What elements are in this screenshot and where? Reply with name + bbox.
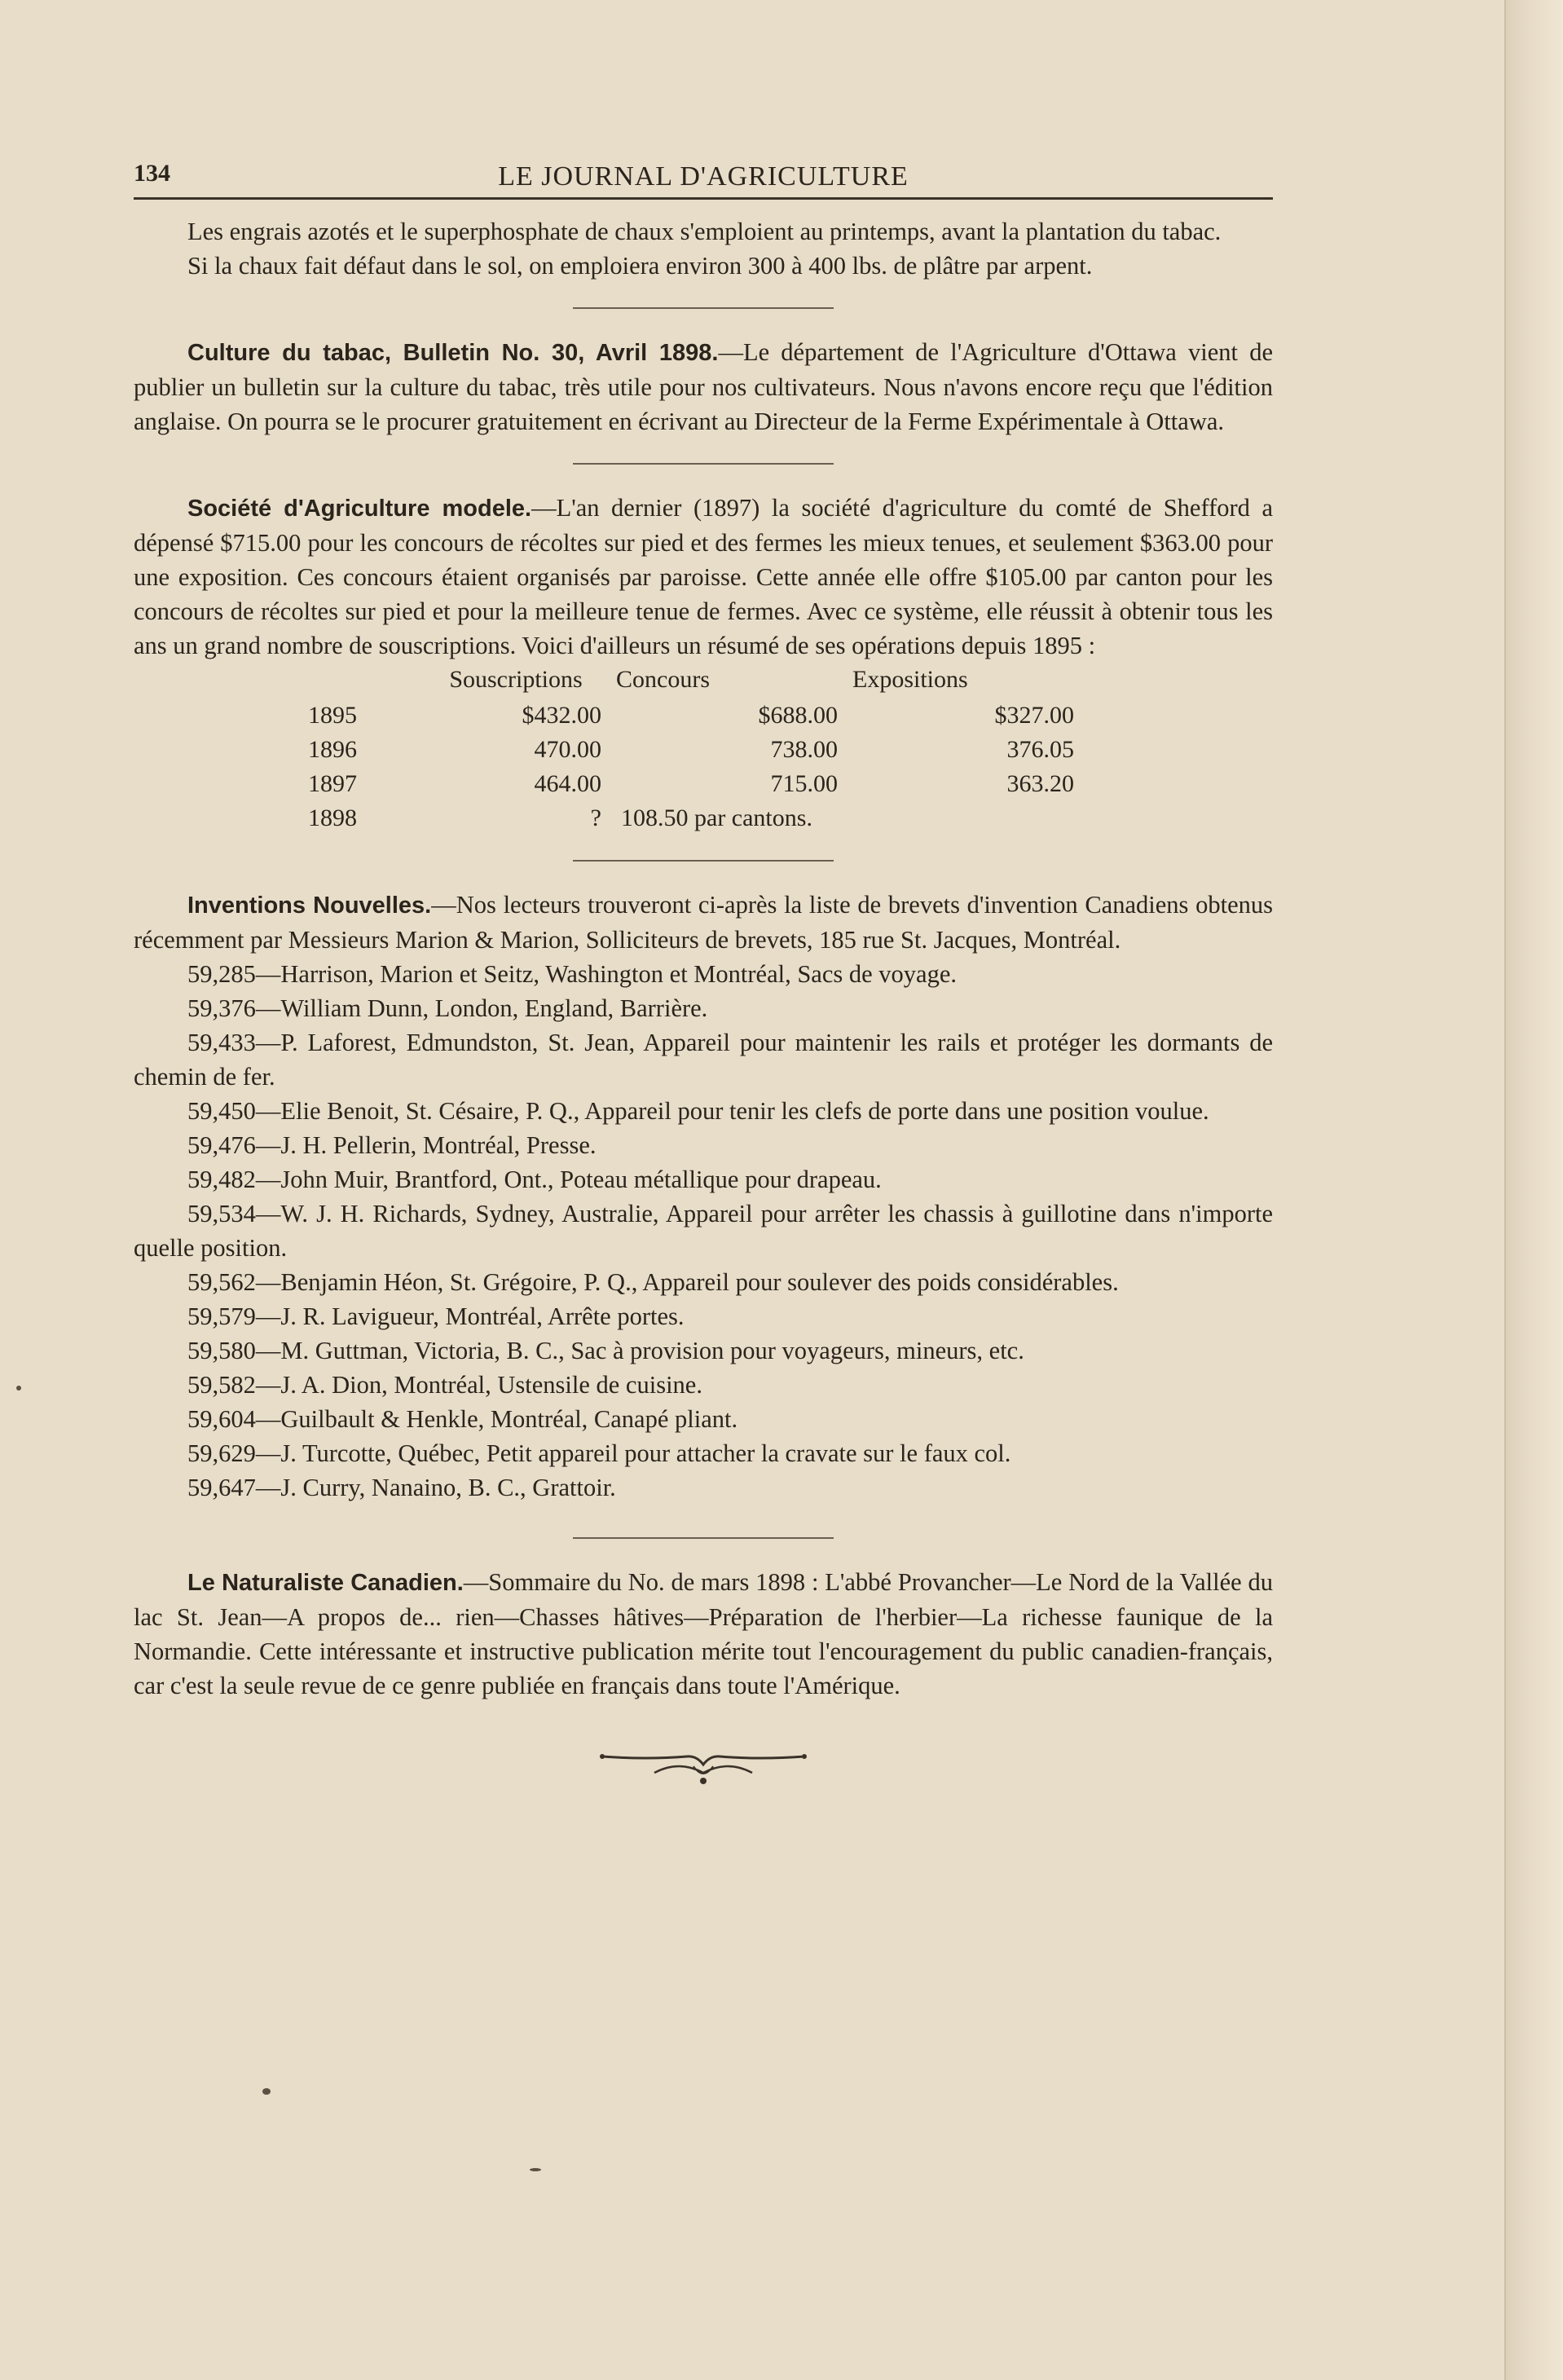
intro-paragraph-2: Si la chaux fait défaut dans le sol, on emploiera environ 300 à 400 lbs. de plâtre par arpent.	[187, 252, 1093, 280]
naturaliste-paragraph	[134, 1565, 1273, 1703]
cell-souscriptions: 470.00	[534, 736, 601, 763]
societe-heading: Société d'Agriculture modele.	[187, 496, 532, 522]
column-header-souscriptions: Souscriptions	[449, 666, 583, 693]
column-header-concours: Concours	[616, 666, 710, 693]
section-divider	[573, 307, 834, 309]
list-item: 59,476—J. H. Pellerin, Montréal, Presse.	[187, 1131, 597, 1159]
cell-expositions: 376.05	[1006, 736, 1074, 763]
tabac-paragraph	[134, 335, 1273, 439]
journal-title: LE JOURNAL D'AGRICULTURE	[498, 161, 909, 192]
ornament-flourish-icon	[597, 1748, 809, 1789]
cell-souscriptions: ?	[590, 804, 601, 831]
naturaliste-text: —Sommaire du No. de mars 1898 : L'abbé Provancher—Le Nord de la Vallée du lac St. Jean—A propos de... rien—Chasses hâtives—Préparation de l'herbier—La richesse faunique de la Normandie. Cette intéressante et instructive publication mérite tout l'encouragement du public canadien-français, car c'est la seule revue de ce genre publiée en français dans toute l'Amérique.	[134, 1568, 1273, 1699]
list-item: 59,285—Harrison, Marion et Seitz, Washington et Montréal, Sacs de voyage.	[187, 960, 957, 988]
cell-concours: 715.00	[770, 770, 838, 797]
list-item: 59,433—P. Laforest, Edmundston, St. Jean, Appareil pour maintenir les rails et protéger les dormants de chemin de fer.	[134, 1029, 1273, 1091]
paper-speck	[262, 2088, 271, 2095]
table-row	[308, 767, 1074, 801]
list-item: 59,582—J. A. Dion, Montréal, Ustensile de cuisine.	[187, 1371, 702, 1399]
cell-concours-1898: 108.50 par cantons.	[621, 804, 812, 831]
section-divider	[573, 1537, 834, 1539]
cell-year: 1898	[308, 804, 357, 831]
cell-expositions: $327.00	[994, 702, 1074, 729]
cell-concours: $688.00	[758, 702, 838, 729]
table-row	[308, 733, 1074, 767]
table-row	[308, 699, 1074, 733]
tabac-text: —Le département de l'Agriculture d'Ottawa vient de publier un bulletin sur la culture du tabac, très utile pour nos cultivateurs. Nous n'avons encore reçu que l'édition anglaise. On pourra se le procurer gratuitement en écrivant au Directeur de la Ferme Expérimentale à Ottawa.	[134, 338, 1273, 435]
table-header-row	[308, 663, 1074, 699]
cell-year: 1895	[308, 702, 357, 729]
list-item: 59,629—J. Turcotte, Québec, Petit appareil pour attacher la cravate sur le faux col.	[187, 1439, 1011, 1467]
section-divider	[573, 463, 834, 465]
page-number: 134	[134, 160, 170, 187]
patent-list	[134, 957, 1273, 1505]
paper-speck	[530, 2168, 541, 2171]
inventions-text: —Nos lecteurs trouveront ci-après la liste de brevets d'invention Canadiens obtenus récemment par Messieurs Marion & Marion, Solliciteurs de brevets, 185 rue St. Jacques, Montréal.	[134, 891, 1273, 954]
cell-expositions: 363.20	[1006, 770, 1074, 797]
page	[134, 155, 1273, 1798]
list-item: 59,534—W. J. H. Richards, Sydney, Australie, Appareil pour arrêter les chassis à guillotine dans n'importe quelle position.	[134, 1200, 1273, 1262]
list-item: 59,482—John Muir, Brantford, Ont., Poteau métallique pour drapeau.	[187, 1166, 882, 1193]
operations-table	[308, 663, 1074, 835]
list-item: 59,562—Benjamin Héon, St. Grégoire, P. Q., Appareil pour soulever des poids considérables.	[187, 1268, 1119, 1296]
paper-speck	[16, 1386, 21, 1391]
running-head	[134, 155, 1273, 200]
list-item: 59,376—William Dunn, London, England, Barrière.	[187, 994, 708, 1022]
list-item: 59,604—Guilbault & Henkle, Montréal, Canapé pliant.	[187, 1405, 738, 1433]
list-item: 59,450—Elie Benoit, St. Césaire, P. Q., Appareil pour tenir les clefs de porte dans une position voulue.	[187, 1097, 1209, 1125]
intro-paragraph-1: Les engrais azotés et le superphosphate de chaux s'emploient au printemps, avant la plantation du tabac.	[187, 218, 1222, 245]
page-edge	[1504, 0, 1563, 2380]
inventions-paragraph	[134, 888, 1273, 957]
list-item: 59,579—J. R. Lavigueur, Montréal, Arrête portes.	[187, 1302, 685, 1330]
tabac-heading: Culture du tabac, Bulletin No. 30, Avril 1898.	[187, 340, 719, 366]
cell-souscriptions: $432.00	[522, 702, 601, 729]
cell-year: 1897	[308, 770, 357, 797]
societe-paragraph	[134, 491, 1273, 663]
end-ornament	[134, 1748, 1273, 1798]
article-body	[134, 214, 1273, 1798]
cell-concours: 738.00	[770, 736, 838, 763]
table-row	[308, 801, 1074, 835]
section-divider	[573, 860, 834, 862]
cell-souscriptions: 464.00	[534, 770, 601, 797]
inventions-heading: Inventions Nouvelles.	[187, 892, 432, 919]
list-item: 59,580—M. Guttman, Victoria, B. C., Sac à provision pour voyageurs, mineurs, etc.	[187, 1337, 1024, 1364]
column-header-expositions: Expositions	[852, 666, 968, 693]
list-item: 59,647—J. Curry, Nanaino, B. C., Grattoir.	[187, 1474, 616, 1501]
societe-text: —L'an dernier (1897) la société d'agriculture du comté de Shefford a dépensé $715.00 pour les concours de récoltes sur pied et des fermes les mieux tenues, et seulement $363.00 pour une exposition. Ces concours étaient organisés par paroisse. Cette année elle offre $105.00 par canton pour les concours de récoltes sur pied et pour la meilleure tenue de fermes. Avec ce système, elle réussit à obtenir tous les ans un grand nombre de souscriptions. Voici d'ailleurs un résumé de ses opérations depuis 1895 :	[134, 494, 1273, 659]
naturaliste-heading: Le Naturaliste Canadien.	[187, 1570, 464, 1596]
cell-year: 1896	[308, 736, 357, 763]
